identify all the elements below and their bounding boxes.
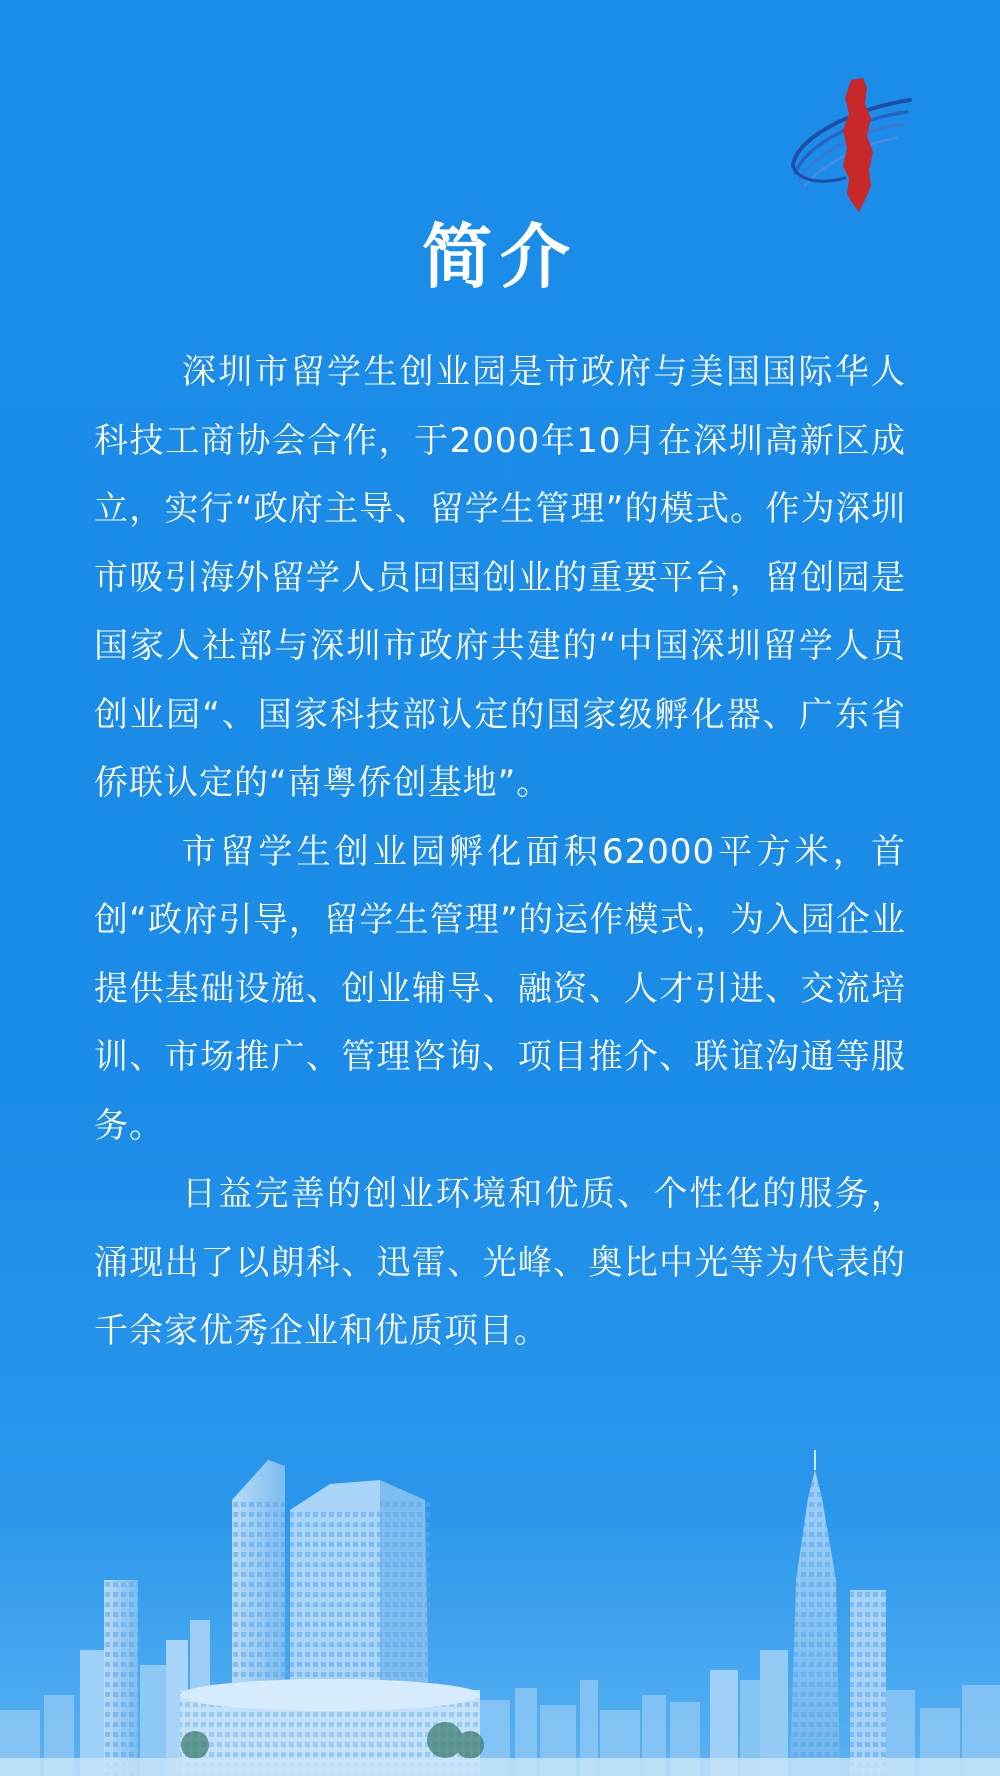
organization-logo-icon [785, 78, 915, 213]
city-skyline-icon [0, 1440, 1000, 1776]
page-title: 简介 [422, 215, 578, 298]
paragraph: 市留学生创业园孵化面积62000平方米，首创“政府引导，留学生管理”的运作模式，为入园企业提供基础设施、创业辅导、融资、人才引进、交流培训、市场推广、管理咨询、项目推介、联谊沟通等服务。 [94, 831, 906, 1146]
paragraph: 深圳市留学生创业园是市政府与美国国际华人科技工商协会合作，于2000年10月在深圳高新区成立，实行“政府主导、留学生管理”的模式。作为深圳市吸引海外留学人员回国创业的重要平台，留创园是国家人社部与深圳市政府共建的“中国深圳留学人员创业园“、国家科技部认定的国家级孵化器、广东省侨联认定的“南粤侨创基地”。 [94, 352, 906, 803]
intro-text [94, 338, 906, 1366]
paragraph: 日益完善的创业环境和优质、个性化的服务，涌现出了以朗科、迅雷、光峰、奥比中光等为代表的千余家优秀企业和优质项目。 [94, 1174, 906, 1351]
